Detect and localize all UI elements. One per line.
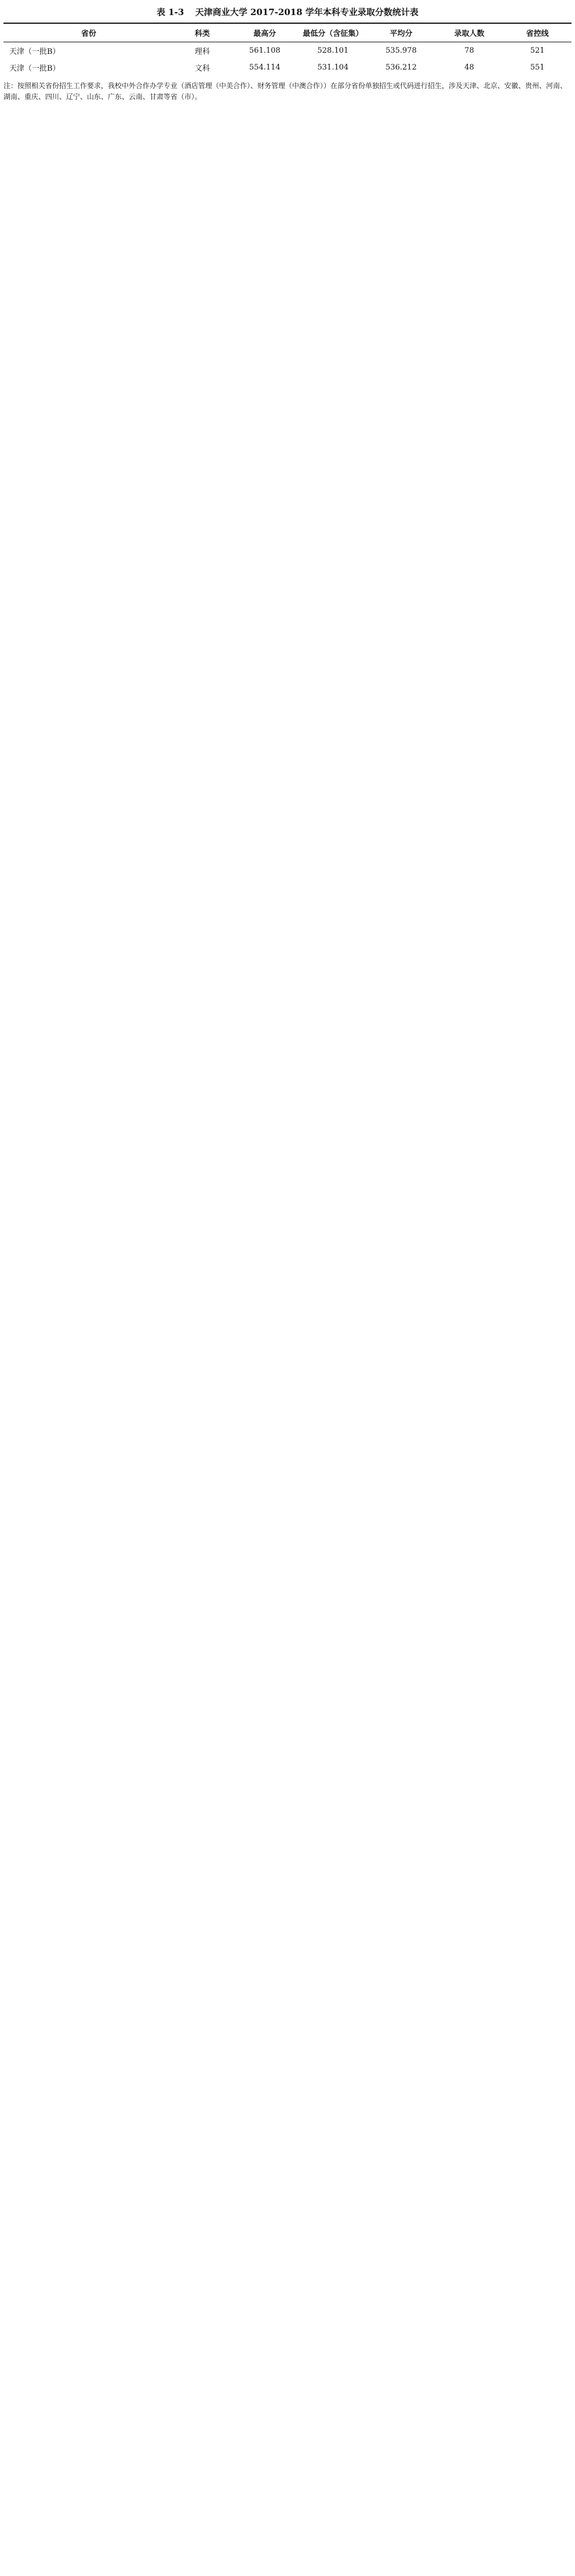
- header-min: 最低分（含征集）: [299, 23, 367, 42]
- cell-avg: 535.978: [385, 46, 417, 55]
- cell-min: 528.101: [317, 46, 349, 55]
- cell-max: 561.108: [249, 46, 281, 55]
- admission-score-table: [3, 23, 572, 76]
- cell-category: 文科: [194, 64, 210, 73]
- cell-count: 78: [464, 46, 474, 55]
- cell-min: 531.104: [317, 63, 349, 72]
- table-body: [3, 42, 572, 76]
- header-avg: 平均分: [367, 23, 435, 42]
- table-title: [3, 6, 572, 18]
- page: [0, 0, 575, 103]
- header-category: 科类: [174, 23, 231, 42]
- cell-province: 天津（一批B）: [9, 48, 60, 56]
- cell-avg: 536.212: [385, 63, 417, 72]
- table-label: 表 1-3: [157, 7, 184, 17]
- table-footnote: 注：按照相关省份招生工作要求，我校中外合作办学专业（酒店管理（中美合作）、财务管理（中澳合作））在部分省份单独招生或代码进行招生，涉及天津、北京、安徽、贵州、河南、湖南、重庆、四川、辽宁、山东、广东、云南、甘肃等省（市）。: [3, 82, 567, 101]
- table-title-text: 天津商业大学 2017-2018 学年本科专业录取分数统计表: [195, 7, 418, 17]
- table-row: [3, 59, 572, 76]
- header-province: 省份: [3, 23, 174, 42]
- cell-count: 48: [464, 63, 474, 72]
- cell-control: 521: [530, 46, 545, 55]
- header-control: 省控线: [503, 23, 572, 42]
- cell-province: 天津（一批B）: [9, 64, 60, 73]
- cell-control: 551: [530, 63, 545, 72]
- header-count: 录取人数: [435, 23, 504, 42]
- header-max: 最高分: [231, 23, 299, 42]
- table-row: [3, 42, 572, 60]
- table-header-row: [3, 23, 572, 42]
- cell-max: 554.114: [249, 63, 281, 72]
- cell-category: 理科: [194, 48, 210, 56]
